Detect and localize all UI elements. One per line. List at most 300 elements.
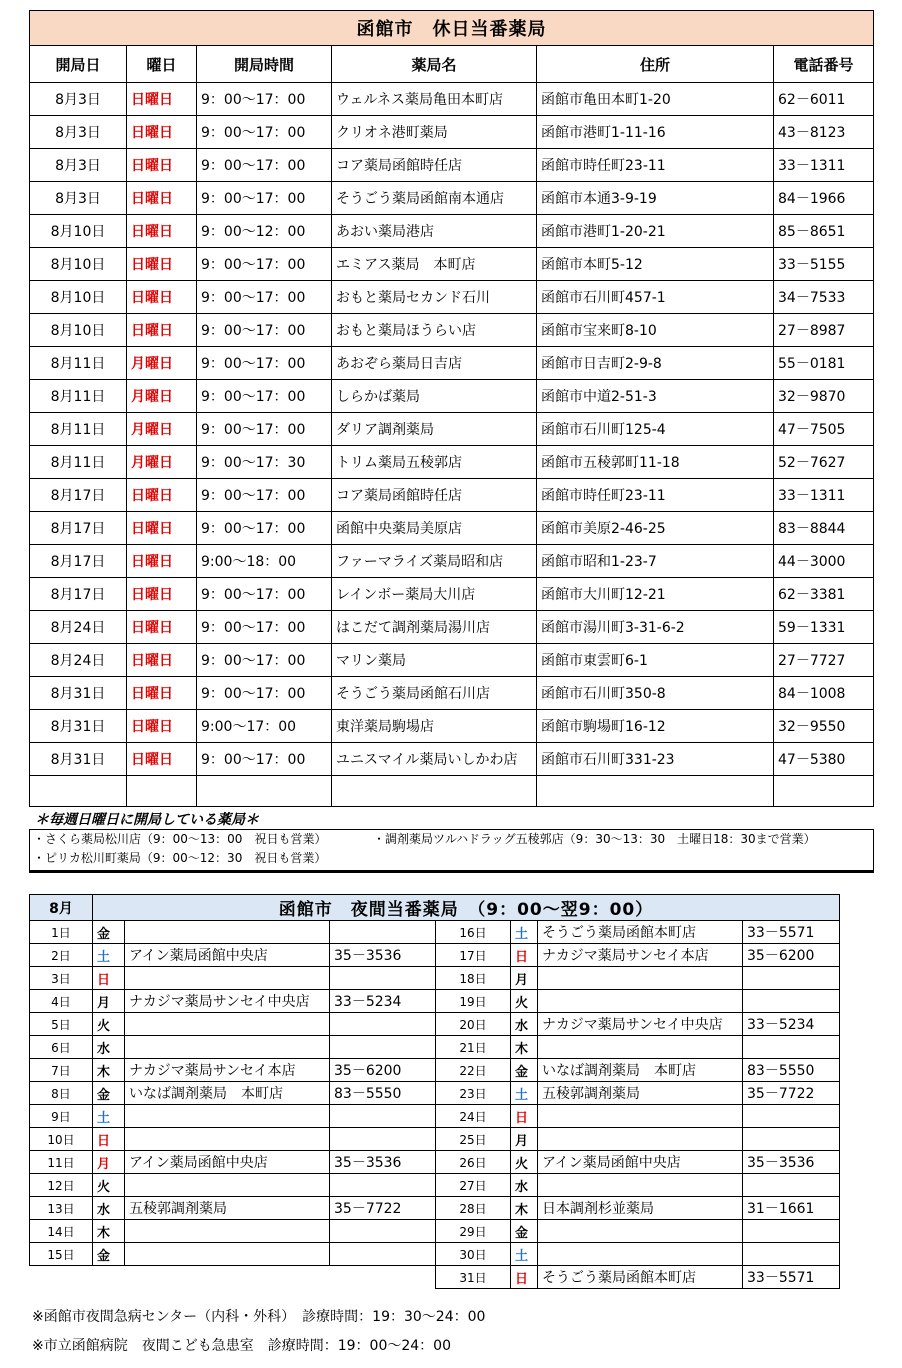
night-cell-name: 五稜郭調剤薬局 xyxy=(538,1082,743,1105)
night-cell-name xyxy=(538,990,743,1013)
table-row xyxy=(30,1243,840,1266)
cell-date: 8月24日 xyxy=(30,611,127,644)
cell-time: 9：00～17：00 xyxy=(197,116,332,149)
night-cell-day: 23日 xyxy=(436,1082,511,1105)
cell-address: 函館市日吉町2-9-8 xyxy=(537,347,774,380)
cell-name: トリム薬局五稜郭店 xyxy=(332,446,537,479)
night-cell-phone: 35－7722 xyxy=(330,1197,436,1220)
night-table-title: 函館市 夜間当番薬局 （9：00～翌9：00） xyxy=(93,895,840,921)
cell-time: 9：00～17：00 xyxy=(197,611,332,644)
night-cell-day: 1日 xyxy=(30,921,93,944)
night-cell-dow: 水 xyxy=(93,1036,125,1059)
cell-dow: 日曜日 xyxy=(127,83,197,116)
cell-time: 9：00～17：00 xyxy=(197,281,332,314)
notes-heading: ＊毎週日曜日に開局している薬局＊ xyxy=(35,812,259,828)
night-cell-name xyxy=(125,1013,330,1036)
cell-time: 9:00～18：00 xyxy=(197,545,332,578)
cell-date: 8月31日 xyxy=(30,677,127,710)
footer-note: ※市立函館病院 夜間こども急患室 診療時間：19：00～24：00 xyxy=(32,1338,451,1354)
header-time: 開局時間 xyxy=(197,46,332,83)
night-cell-day: 28日 xyxy=(436,1197,511,1220)
night-cell-day: 24日 xyxy=(436,1105,511,1128)
cell-time: 9：00～17：00 xyxy=(197,512,332,545)
night-cell-dow: 木 xyxy=(93,1220,125,1243)
cell-name: しらかば薬局 xyxy=(332,380,537,413)
night-cell-phone xyxy=(330,1243,436,1266)
night-cell-phone: 35－3536 xyxy=(330,944,436,967)
cell-time: 9：00～17：00 xyxy=(197,644,332,677)
night-cell-dow: 日 xyxy=(93,967,125,990)
cell-dow: 日曜日 xyxy=(127,215,197,248)
night-cell-name: そうごう薬局函館本町店 xyxy=(538,921,743,944)
night-cell-day: 11日 xyxy=(30,1151,93,1174)
cell-date: 8月10日 xyxy=(30,281,127,314)
table-row xyxy=(30,380,874,413)
night-cell-dow: 土 xyxy=(511,1082,538,1105)
table-row xyxy=(30,1128,840,1151)
cell-date: 8月31日 xyxy=(30,710,127,743)
night-cell-dow: 月 xyxy=(511,1128,538,1151)
night-cell-dow: 月 xyxy=(93,990,125,1013)
night-cell-name xyxy=(538,1174,743,1197)
holiday-table-title: 函館市 休日当番薬局 xyxy=(30,11,874,46)
night-cell-phone xyxy=(330,1174,436,1197)
night-cell-phone: 33－5571 xyxy=(743,1266,840,1289)
night-cell-day: 5日 xyxy=(30,1013,93,1036)
cell-dow: 日曜日 xyxy=(127,743,197,776)
cell-date: 8月10日 xyxy=(30,215,127,248)
cell-time: 9：00～17：00 xyxy=(197,149,332,182)
night-cell-phone xyxy=(330,921,436,944)
night-cell-phone: 35－6200 xyxy=(330,1059,436,1082)
table-row xyxy=(30,215,874,248)
night-cell-name xyxy=(538,1220,743,1243)
table-row xyxy=(30,1059,840,1082)
cell-address: 函館市石川町125-4 xyxy=(537,413,774,446)
night-cell-phone: 35－7722 xyxy=(743,1082,840,1105)
table-row xyxy=(30,743,874,776)
cell-date: 8月11日 xyxy=(30,347,127,380)
table-row xyxy=(30,644,874,677)
cell-phone: 62－3381 xyxy=(774,578,874,611)
cell-time: 9：00～17：00 xyxy=(197,314,332,347)
notes-line xyxy=(30,849,873,868)
cell-address: 函館市亀田本町1-20 xyxy=(537,83,774,116)
night-blank xyxy=(30,1266,436,1289)
cell-time: 9：00～17：30 xyxy=(197,446,332,479)
table-row xyxy=(30,545,874,578)
night-cell-name: ナカジマ薬局サンセイ中央店 xyxy=(538,1013,743,1036)
night-month: 8月 xyxy=(30,895,93,921)
cell-name: エミアス薬局 本町店 xyxy=(332,248,537,281)
night-cell-phone xyxy=(743,1174,840,1197)
cell-date: 8月3日 xyxy=(30,83,127,116)
cell-name: ユニスマイル薬局いしかわ店 xyxy=(332,743,537,776)
cell-dow: 日曜日 xyxy=(127,182,197,215)
night-cell-dow: 日 xyxy=(511,1105,538,1128)
night-cell-dow: 金 xyxy=(511,1059,538,1082)
table-row xyxy=(30,446,874,479)
notes-item: ・さくら薬局松川店（9：00～13：00 祝日も営業） xyxy=(33,832,327,846)
cell-dow: 日曜日 xyxy=(127,248,197,281)
cell-name: 東洋薬局駒場店 xyxy=(332,710,537,743)
table-row xyxy=(30,944,840,967)
cell-date: 8月17日 xyxy=(30,545,127,578)
cell-address: 函館市大川町12-21 xyxy=(537,578,774,611)
cell-address: 函館市石川町457-1 xyxy=(537,281,774,314)
cell-empty xyxy=(30,776,127,807)
table-row xyxy=(30,479,874,512)
night-cell-dow: 火 xyxy=(511,990,538,1013)
night-cell-dow: 日 xyxy=(511,1266,538,1289)
cell-time: 9：00～17：00 xyxy=(197,347,332,380)
night-cell-phone xyxy=(743,1128,840,1151)
cell-phone: 44－3000 xyxy=(774,545,874,578)
cell-time: 9：00～17：00 xyxy=(197,182,332,215)
cell-date: 8月11日 xyxy=(30,413,127,446)
cell-phone: 34－7533 xyxy=(774,281,874,314)
cell-name: あおぞら薬局日吉店 xyxy=(332,347,537,380)
table-row xyxy=(30,710,874,743)
table-row xyxy=(30,1105,840,1128)
night-cell-day: 31日 xyxy=(436,1266,511,1289)
cell-name: ファーマライズ薬局昭和店 xyxy=(332,545,537,578)
cell-phone: 85－8651 xyxy=(774,215,874,248)
night-cell-day: 27日 xyxy=(436,1174,511,1197)
night-cell-dow: 木 xyxy=(93,1059,125,1082)
table-row xyxy=(30,83,874,116)
cell-name: クリオネ港町薬局 xyxy=(332,116,537,149)
night-cell-dow: 金 xyxy=(93,1082,125,1105)
night-cell-phone xyxy=(743,990,840,1013)
cell-date: 8月3日 xyxy=(30,149,127,182)
cell-dow: 日曜日 xyxy=(127,710,197,743)
cell-name: マリン薬局 xyxy=(332,644,537,677)
night-cell-dow: 月 xyxy=(511,967,538,990)
cell-address: 函館市五稜郭町11-18 xyxy=(537,446,774,479)
cell-name: そうごう薬局函館石川店 xyxy=(332,677,537,710)
table-row xyxy=(30,1266,840,1289)
cell-address: 函館市中道2-51-3 xyxy=(537,380,774,413)
night-cell-phone: 33－5234 xyxy=(743,1013,840,1036)
cell-phone: 33－1311 xyxy=(774,479,874,512)
night-cell-dow: 木 xyxy=(511,1197,538,1220)
cell-name: ダリア調剤薬局 xyxy=(332,413,537,446)
night-cell-phone: 33－5234 xyxy=(330,990,436,1013)
cell-dow: 月曜日 xyxy=(127,413,197,446)
cell-empty xyxy=(774,776,874,807)
cell-dow: 日曜日 xyxy=(127,545,197,578)
table-row xyxy=(30,248,874,281)
night-cell-day: 14日 xyxy=(30,1220,93,1243)
night-cell-day: 7日 xyxy=(30,1059,93,1082)
cell-phone: 43－8123 xyxy=(774,116,874,149)
night-cell-phone xyxy=(743,1220,840,1243)
notes-line xyxy=(30,830,873,849)
cell-address: 函館市時任町23-11 xyxy=(537,479,774,512)
night-cell-day: 6日 xyxy=(30,1036,93,1059)
cell-date: 8月3日 xyxy=(30,182,127,215)
cell-phone: 32－9550 xyxy=(774,710,874,743)
cell-date: 8月17日 xyxy=(30,512,127,545)
cell-empty xyxy=(197,776,332,807)
night-cell-phone: 33－5571 xyxy=(743,921,840,944)
table-row xyxy=(30,1082,840,1105)
cell-name: 函館中央薬局美原店 xyxy=(332,512,537,545)
night-cell-day: 15日 xyxy=(30,1243,93,1266)
cell-time: 9：00～17：00 xyxy=(197,83,332,116)
night-cell-phone xyxy=(743,1243,840,1266)
cell-address: 函館市時任町23-11 xyxy=(537,149,774,182)
night-cell-day: 9日 xyxy=(30,1105,93,1128)
night-cell-day: 30日 xyxy=(436,1243,511,1266)
night-cell-name xyxy=(125,1174,330,1197)
table-row xyxy=(30,1174,840,1197)
table-row xyxy=(30,182,874,215)
cell-phone: 59－1331 xyxy=(774,611,874,644)
cell-dow: 日曜日 xyxy=(127,611,197,644)
holiday-table-header xyxy=(30,46,874,83)
night-cell-phone xyxy=(330,1128,436,1151)
night-cell-name: いなば調剤薬局 本町店 xyxy=(538,1059,743,1082)
table-row xyxy=(30,347,874,380)
cell-name: コア薬局函館時任店 xyxy=(332,479,537,512)
table-row xyxy=(30,1220,840,1243)
cell-name: おもと薬局ほうらい店 xyxy=(332,314,537,347)
cell-address: 函館市石川町331-23 xyxy=(537,743,774,776)
notes-item: ・調剤薬局ツルハドラッグ五稜郭店（9：30～13：30 土曜日18：30まで営業） xyxy=(373,832,816,846)
night-cell-day: 21日 xyxy=(436,1036,511,1059)
cell-date: 8月3日 xyxy=(30,116,127,149)
night-cell-dow: 水 xyxy=(93,1197,125,1220)
cell-date: 8月11日 xyxy=(30,380,127,413)
table-row xyxy=(30,677,874,710)
cell-name: ウェルネス薬局亀田本町店 xyxy=(332,83,537,116)
night-cell-phone: 35－6200 xyxy=(743,944,840,967)
night-cell-phone xyxy=(743,1105,840,1128)
cell-address: 函館市昭和1-23-7 xyxy=(537,545,774,578)
night-cell-name xyxy=(538,1105,743,1128)
night-cell-dow: 金 xyxy=(511,1220,538,1243)
night-cell-name: ナカジマ薬局サンセイ中央店 xyxy=(125,990,330,1013)
night-cell-dow: 月 xyxy=(93,1151,125,1174)
cell-phone: 62－6011 xyxy=(774,83,874,116)
night-cell-name: いなば調剤薬局 本町店 xyxy=(125,1082,330,1105)
night-cell-name xyxy=(125,1220,330,1243)
night-cell-dow: 土 xyxy=(93,944,125,967)
cell-name: はこだて調剤薬局湯川店 xyxy=(332,611,537,644)
table-row xyxy=(30,281,874,314)
night-cell-dow: 火 xyxy=(93,1013,125,1036)
night-cell-day: 4日 xyxy=(30,990,93,1013)
cell-address: 函館市本通3-9-19 xyxy=(537,182,774,215)
cell-phone: 47－5380 xyxy=(774,743,874,776)
night-cell-day: 10日 xyxy=(30,1128,93,1151)
header-address: 住所 xyxy=(537,46,774,83)
night-cell-name xyxy=(125,921,330,944)
table-row xyxy=(30,578,874,611)
cell-time: 9：00～17：00 xyxy=(197,677,332,710)
night-cell-name xyxy=(538,1243,743,1266)
cell-address: 函館市湯川町3-31-6-2 xyxy=(537,611,774,644)
cell-phone: 84－1008 xyxy=(774,677,874,710)
night-cell-phone: 83－5550 xyxy=(330,1082,436,1105)
night-cell-phone xyxy=(330,1105,436,1128)
night-cell-day: 20日 xyxy=(436,1013,511,1036)
night-cell-name xyxy=(125,1036,330,1059)
table-row xyxy=(30,611,874,644)
table-row xyxy=(30,990,840,1013)
cell-address: 函館市港町1-11-16 xyxy=(537,116,774,149)
table-row xyxy=(30,116,874,149)
table-row xyxy=(30,921,840,944)
night-cell-day: 25日 xyxy=(436,1128,511,1151)
header-dow: 曜日 xyxy=(127,46,197,83)
cell-dow: 日曜日 xyxy=(127,479,197,512)
night-cell-day: 26日 xyxy=(436,1151,511,1174)
notes-item: ・ピリカ松川町薬局（9：00～12：30 祝日も営業） xyxy=(33,851,327,865)
night-cell-name: ナカジマ薬局サンセイ本店 xyxy=(125,1059,330,1082)
cell-empty xyxy=(127,776,197,807)
cell-date: 8月10日 xyxy=(30,314,127,347)
night-cell-name xyxy=(125,1128,330,1151)
cell-address: 函館市本町5-12 xyxy=(537,248,774,281)
cell-dow: 日曜日 xyxy=(127,149,197,182)
cell-address: 函館市東雲町6-1 xyxy=(537,644,774,677)
night-cell-dow: 土 xyxy=(93,1105,125,1128)
night-cell-dow: 金 xyxy=(93,921,125,944)
night-cell-day: 3日 xyxy=(30,967,93,990)
cell-time: 9：00～12：00 xyxy=(197,215,332,248)
night-cell-phone: 31－1661 xyxy=(743,1197,840,1220)
table-row xyxy=(30,1036,840,1059)
cell-time: 9：00～17：00 xyxy=(197,413,332,446)
night-cell-dow: 火 xyxy=(511,1151,538,1174)
cell-date: 8月10日 xyxy=(30,248,127,281)
night-cell-name xyxy=(125,967,330,990)
cell-phone: 52－7627 xyxy=(774,446,874,479)
night-cell-name xyxy=(538,1036,743,1059)
night-cell-day: 12日 xyxy=(30,1174,93,1197)
night-cell-day: 13日 xyxy=(30,1197,93,1220)
table-row xyxy=(30,1197,840,1220)
notes-box xyxy=(29,829,874,871)
night-cell-phone xyxy=(330,1036,436,1059)
night-cell-name: 五稜郭調剤薬局 xyxy=(125,1197,330,1220)
cell-time: 9：00～17：00 xyxy=(197,479,332,512)
cell-dow: 月曜日 xyxy=(127,446,197,479)
cell-dow: 日曜日 xyxy=(127,578,197,611)
cell-address: 函館市駒場町16-12 xyxy=(537,710,774,743)
night-cell-name: ナカジマ薬局サンセイ本店 xyxy=(538,944,743,967)
night-cell-day: 22日 xyxy=(436,1059,511,1082)
night-cell-phone xyxy=(330,1220,436,1243)
night-cell-dow: 土 xyxy=(511,921,538,944)
cell-dow: 日曜日 xyxy=(127,281,197,314)
cell-time: 9：00～17：00 xyxy=(197,743,332,776)
cell-date: 8月17日 xyxy=(30,479,127,512)
table-row xyxy=(30,413,874,446)
cell-phone: 83－8844 xyxy=(774,512,874,545)
cell-phone: 32－9870 xyxy=(774,380,874,413)
night-cell-day: 18日 xyxy=(436,967,511,990)
cell-dow: 日曜日 xyxy=(127,314,197,347)
cell-address: 函館市美原2-46-25 xyxy=(537,512,774,545)
header-phone: 電話番号 xyxy=(774,46,874,83)
cell-dow: 日曜日 xyxy=(127,116,197,149)
footer-note: ※函館市夜間急病センター（内科・外科） 診療時間：19：30～24：00 xyxy=(32,1309,486,1325)
night-cell-name: アイン薬局函館中央店 xyxy=(125,944,330,967)
night-cell-name xyxy=(538,1128,743,1151)
cell-phone: 33－1311 xyxy=(774,149,874,182)
night-cell-phone: 35－3536 xyxy=(330,1151,436,1174)
table-row-empty xyxy=(30,776,874,807)
table-row xyxy=(30,1151,840,1174)
night-cell-name xyxy=(125,1105,330,1128)
table-row xyxy=(30,512,874,545)
sunday-open-notes xyxy=(29,811,874,873)
cell-date: 8月31日 xyxy=(30,743,127,776)
cell-date: 8月11日 xyxy=(30,446,127,479)
cell-dow: 日曜日 xyxy=(127,644,197,677)
header-pharmacy: 薬局名 xyxy=(332,46,537,83)
night-cell-dow: 水 xyxy=(511,1013,538,1036)
night-cell-day: 29日 xyxy=(436,1220,511,1243)
cell-dow: 日曜日 xyxy=(127,512,197,545)
cell-name: あおい薬局港店 xyxy=(332,215,537,248)
night-cell-dow: 日 xyxy=(93,1128,125,1151)
cell-dow: 月曜日 xyxy=(127,347,197,380)
night-cell-phone xyxy=(743,1036,840,1059)
night-cell-day: 16日 xyxy=(436,921,511,944)
night-cell-day: 2日 xyxy=(30,944,93,967)
cell-name: レインボー薬局大川店 xyxy=(332,578,537,611)
cell-phone: 33－5155 xyxy=(774,248,874,281)
cell-dow: 月曜日 xyxy=(127,380,197,413)
table-row xyxy=(30,1013,840,1036)
cell-address: 函館市港町1-20-21 xyxy=(537,215,774,248)
night-cell-day: 8日 xyxy=(30,1082,93,1105)
cell-time: 9：00～17：00 xyxy=(197,380,332,413)
night-cell-phone: 83－5550 xyxy=(743,1059,840,1082)
night-cell-name xyxy=(538,967,743,990)
night-cell-name: そうごう薬局函館本町店 xyxy=(538,1266,743,1289)
cell-empty xyxy=(537,776,774,807)
cell-date: 8月17日 xyxy=(30,578,127,611)
cell-phone: 84－1966 xyxy=(774,182,874,215)
cell-name: そうごう薬局函館南本通店 xyxy=(332,182,537,215)
night-cell-dow: 水 xyxy=(511,1174,538,1197)
table-row xyxy=(30,149,874,182)
night-cell-dow: 金 xyxy=(93,1243,125,1266)
night-cell-dow: 土 xyxy=(511,1243,538,1266)
night-cell-name: アイン薬局函館中央店 xyxy=(125,1151,330,1174)
night-cell-dow: 日 xyxy=(511,944,538,967)
cell-time: 9：00～17：00 xyxy=(197,578,332,611)
cell-dow: 日曜日 xyxy=(127,677,197,710)
night-cell-phone xyxy=(743,967,840,990)
cell-empty xyxy=(332,776,537,807)
cell-phone: 27－8987 xyxy=(774,314,874,347)
cell-address: 函館市宝来町8-10 xyxy=(537,314,774,347)
cell-name: コア薬局函館時任店 xyxy=(332,149,537,182)
cell-time: 9:00～17：00 xyxy=(197,710,332,743)
night-cell-phone: 35－3536 xyxy=(743,1151,840,1174)
table-row xyxy=(30,314,874,347)
cell-time: 9：00～17：00 xyxy=(197,248,332,281)
night-cell-day: 17日 xyxy=(436,944,511,967)
cell-date: 8月24日 xyxy=(30,644,127,677)
